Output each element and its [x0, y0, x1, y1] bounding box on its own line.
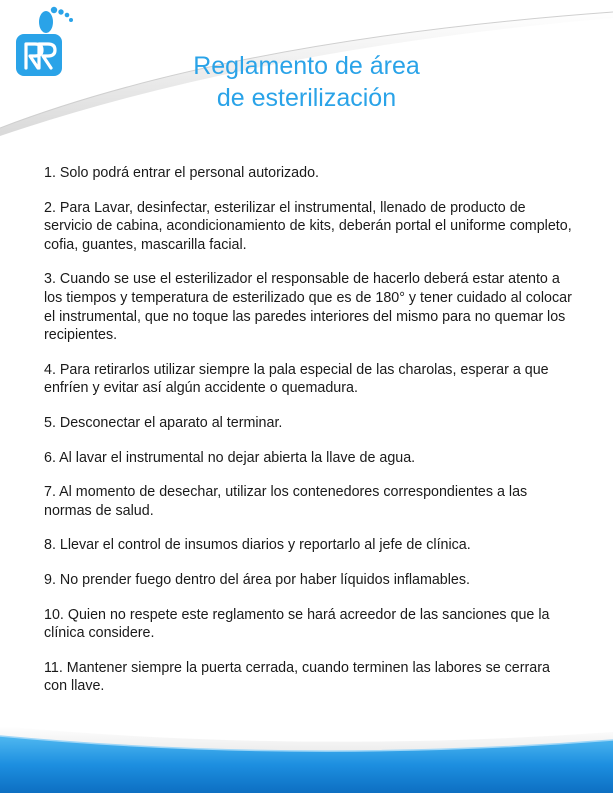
rule-item: 11. Mantener siempre la puerta cerrada, cuando terminen las labores se cerrara con llave. [44, 659, 550, 695]
rule-item: 2. Para Lavar, desinfectar, esterilizar el instrumental, llenado de producto de servicio de cabina, acondicionamiento de kits, deberán portal el uniforme completo, cofia, guantes, mascarilla facial. [44, 199, 572, 253]
rule-item: 10. Quien no respete este reglamento se hará acreedor de las sanciones que la clínica considere. [44, 606, 550, 642]
rule-item: 3. Cuando se use el esterilizador el responsable de hacerlo deberá estar atento a los tiempos y temperatura de esterilizado que es de 180° y tener cuidado al colocar el instrumental, que no toque las paredes interiores del mismo para no quemar los recipientes. [44, 271, 572, 344]
page-title-line-2: de esterilización [216, 84, 397, 112]
rule-item: 6. Al lavar el instrumental no dejar abierta la llave de agua. [44, 449, 416, 466]
rule-item: 5. Desconectar el aparato al terminar. [44, 414, 283, 431]
rule-item: 8. Llevar el control de insumos diarios y reportarlo al jefe de clínica. [44, 537, 471, 554]
page-title-line-1: Reglamento de área [193, 52, 420, 80]
rule-item: 7. Al momento de desechar, utilizar los contenedores correspondientes a las normas de salud. [44, 484, 528, 519]
rule-item: 1. Solo podrá entrar el personal autorizado. [44, 165, 319, 181]
foot-icon [39, 7, 73, 33]
rule-item: 9. No prender fuego dentro del área por haber líquidos inflamables. [44, 571, 471, 588]
footer-wave [0, 718, 613, 793]
rules-list [44, 164, 574, 712]
page-title [0, 50, 613, 114]
rule-item: 4. Para retirarlos utilizar siempre la pala especial de las charolas, esperar a que enfríen y evitar así algún accidente o quemadura. [44, 361, 549, 397]
